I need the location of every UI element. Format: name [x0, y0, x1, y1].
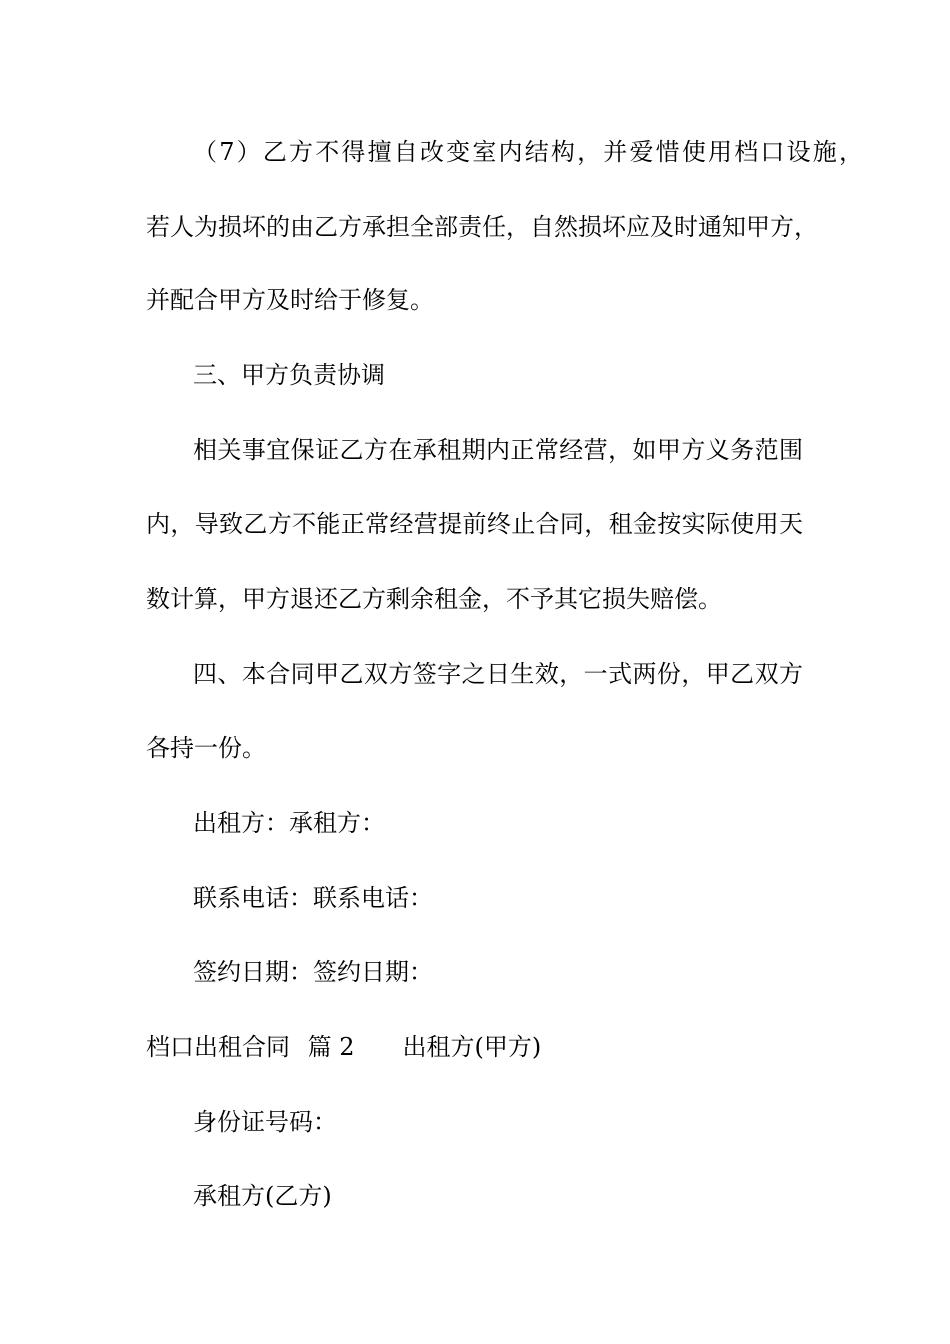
section-title: 档口出租合同: [146, 1033, 290, 1061]
section-number: 篇 2: [307, 1033, 355, 1061]
section-4-line-2: 各持一份。: [146, 734, 266, 762]
signature-dates: 签约日期：签约日期：: [193, 958, 433, 986]
section-3-line-3: 数计算，甲方退还乙方剩余租金，不予其它损失赔偿。: [146, 585, 722, 613]
clause-7-line-3: 并配合甲方及时给于修复。: [146, 286, 434, 314]
section-3-heading: 三、甲方负责协调: [193, 361, 385, 389]
id-number-label: 身份证号码：: [193, 1108, 337, 1136]
clause-7-line-2: 若人为损坏的由乙方承担全部责任，自然损坏应及时通知甲方，: [146, 213, 818, 241]
section-4-line-1: 四、本合同甲乙双方签字之日生效，一式两份，甲乙双方: [193, 660, 803, 688]
section-3-line-2: 内，导致乙方不能正常经营提前终止合同，租金按实际使用天: [146, 510, 803, 538]
signature-parties: 出租方：承租方：: [193, 809, 385, 837]
section-3-line-1: 相关事宜保证乙方在承租期内正常经营，如甲方义务范围: [193, 436, 803, 464]
lessee-heading: 承租方(乙方): [193, 1182, 332, 1210]
lessor-heading: 出租方(甲方): [402, 1033, 542, 1061]
contract-2-header: [146, 1031, 816, 1063]
clause-7-line-1: （7）乙方不得擅自改变室内结构，并爱惜使用档口设施，: [193, 138, 863, 166]
signature-phones: 联系电话：联系电话：: [193, 884, 433, 912]
